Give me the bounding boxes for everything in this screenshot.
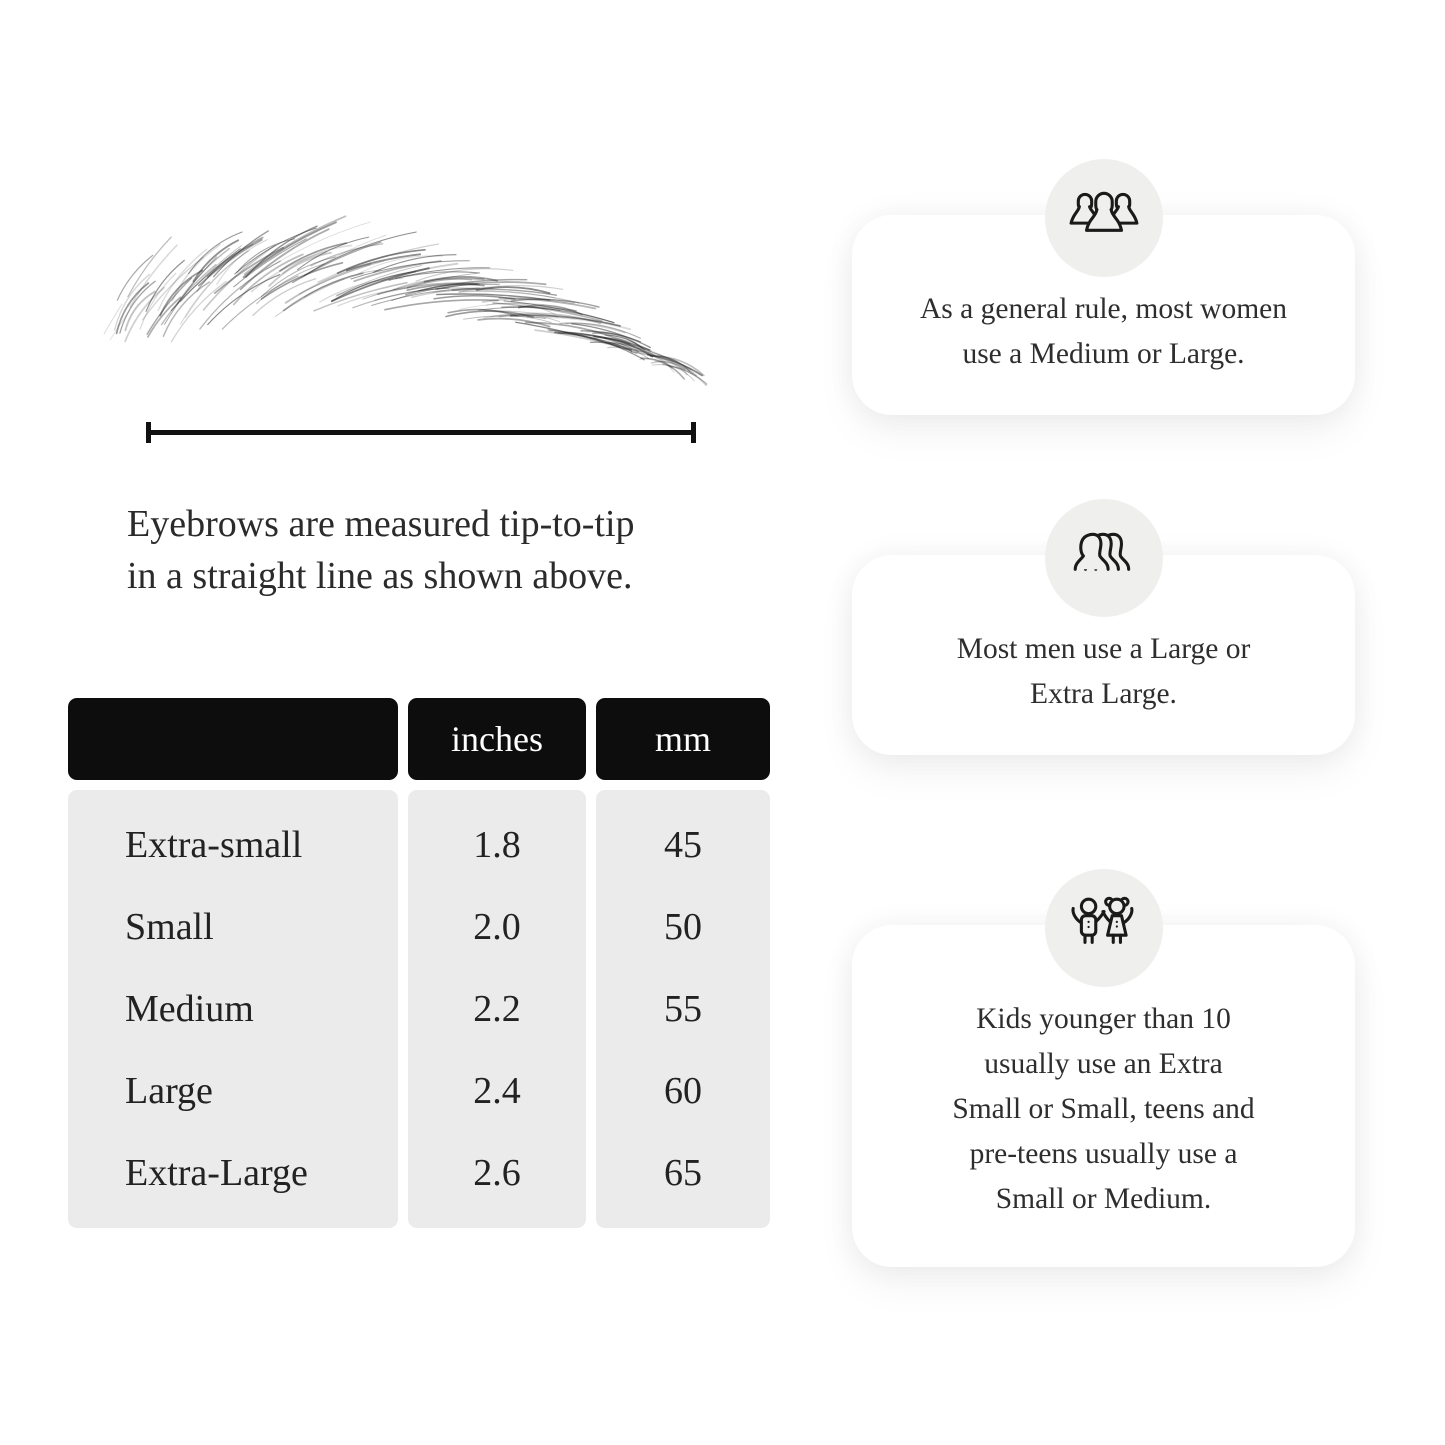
row-label: Extra-small <box>125 824 303 866</box>
men-group-icon <box>1067 521 1141 595</box>
card-text-line: Most men use a Large or <box>956 633 1251 665</box>
table-header-cell-blank <box>68 698 398 780</box>
card-text-line: Small or Small, teens and <box>952 1093 1255 1125</box>
measurement-caption <box>127 498 635 602</box>
caption-line: in a straight line as shown above. <box>127 555 633 597</box>
card-text <box>862 627 1345 717</box>
value-inches: 2.0 <box>473 906 521 948</box>
card-text-line: Kids younger than 10 <box>976 1003 1231 1035</box>
measurement-line <box>146 430 696 435</box>
table-column-labels <box>68 790 398 1228</box>
row-label: Small <box>125 906 214 948</box>
value-inches: 2.6 <box>473 1152 521 1194</box>
icon-circle <box>1045 159 1163 277</box>
icon-circle <box>1045 869 1163 987</box>
value-inches: 2.4 <box>473 1070 521 1112</box>
table-header-cell-mm: mm <box>596 698 770 780</box>
row-label: Large <box>125 1070 213 1112</box>
measurement-tick-right <box>691 422 696 443</box>
card-text-line: As a general rule, most women <box>919 293 1287 325</box>
info-card-men <box>852 555 1355 755</box>
value-inches: 2.2 <box>473 988 521 1030</box>
row-label: Extra-Large <box>125 1152 308 1194</box>
card-text <box>862 997 1345 1222</box>
eyebrow-sketch-svg <box>100 232 720 400</box>
table-column-inches <box>408 790 586 1228</box>
icon-circle <box>1045 499 1163 617</box>
value-mm: 45 <box>664 824 702 866</box>
size-table <box>68 698 770 1228</box>
card-text <box>862 287 1345 377</box>
size-table-body <box>68 790 770 1228</box>
value-mm: 55 <box>664 988 702 1030</box>
caption-line: Eyebrows are measured tip-to-tip <box>127 503 635 545</box>
table-header-cell-inches: inches <box>408 698 586 780</box>
info-card-women <box>852 215 1355 415</box>
size-table-header <box>68 698 770 780</box>
value-mm: 65 <box>664 1152 702 1194</box>
women-group-icon <box>1067 181 1141 255</box>
card-text-line: Extra Large. <box>1030 678 1177 710</box>
value-inches: 1.8 <box>473 824 521 866</box>
value-mm: 60 <box>664 1070 702 1112</box>
row-label: Medium <box>125 988 254 1030</box>
card-text-line: usually use an Extra <box>984 1048 1223 1080</box>
table-column-mm <box>596 790 770 1228</box>
kids-icon <box>1067 891 1141 965</box>
eyebrow-illustration <box>100 232 720 400</box>
info-card-kids <box>852 925 1355 1267</box>
value-mm: 50 <box>664 906 702 948</box>
card-text-line: Small or Medium. <box>995 1183 1212 1215</box>
card-text-line: pre-teens usually use a <box>969 1138 1238 1170</box>
card-text-line: use a Medium or Large. <box>962 338 1245 370</box>
